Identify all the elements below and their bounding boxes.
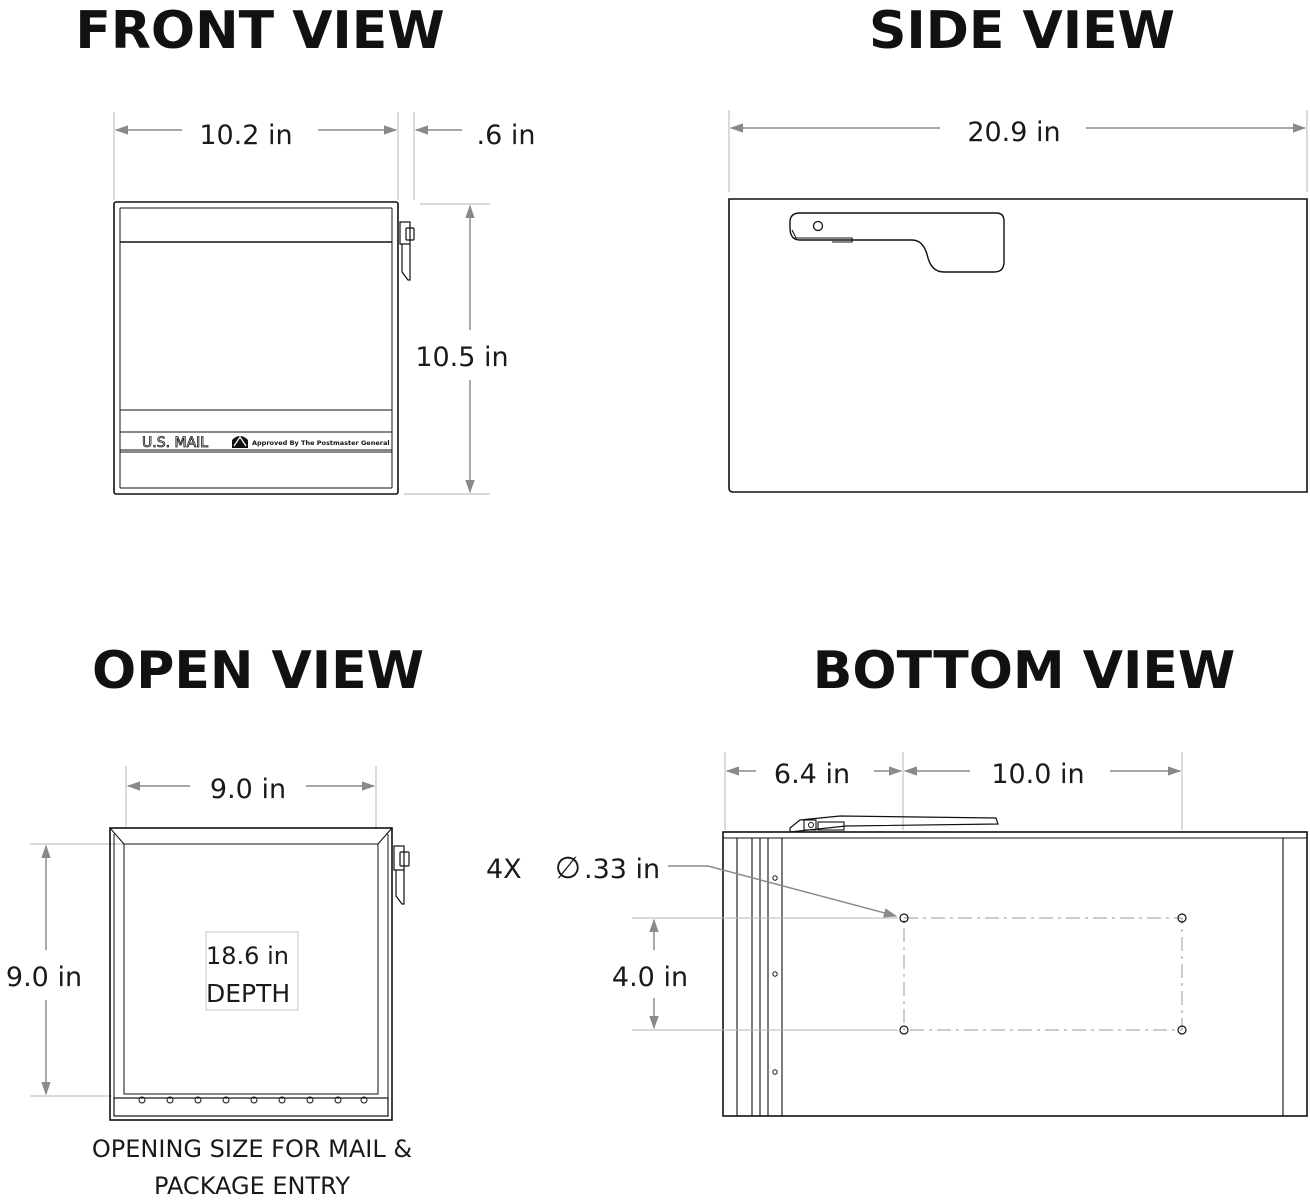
depth-word-label: DEPTH: [206, 979, 291, 1008]
side-view-title: SIDE VIEW: [868, 1, 1176, 61]
side-mailbox-body: [729, 199, 1307, 492]
side-view: [729, 1, 1307, 492]
bottom-width-label: 4.0 in: [611, 962, 689, 993]
bottom-spacing-label: 10.0 in: [991, 759, 1085, 790]
bottom-rivets: [773, 876, 777, 1074]
side-flag: [790, 213, 1004, 272]
front-view-title: FRONT VIEW: [75, 1, 445, 61]
bottom-offset-label: 6.4 in: [773, 759, 851, 790]
mounting-holes: [900, 914, 1186, 1034]
open-height-label: 9.0 in: [5, 962, 83, 993]
hole-count-label: 4X: [486, 854, 522, 885]
open-caption-line2: PACKAGE ENTRY: [154, 1172, 350, 1200]
diameter-symbol: ∅: [554, 851, 582, 886]
bottom-mailbox-body: [723, 832, 1307, 1116]
open-width-label: 9.0 in: [209, 774, 287, 805]
front-flag-label: .6 in: [476, 120, 536, 151]
open-view: [6, 641, 424, 1200]
bottom-view: [486, 641, 1307, 1116]
open-view-title: OPEN VIEW: [92, 641, 424, 701]
bottom-view-title: BOTTOM VIEW: [812, 641, 1236, 701]
hole-size-label: .33 in: [584, 854, 661, 885]
front-height-label: 10.5 in: [415, 342, 509, 373]
open-caption-line1: OPENING SIZE FOR MAIL &: [91, 1135, 413, 1163]
side-length-label: 20.9 in: [967, 117, 1061, 148]
open-flag-hardware: [394, 846, 409, 904]
hole-pattern-centerlines: [904, 918, 1182, 1030]
front-width-label: 10.2 in: [199, 120, 293, 151]
open-mailbox-frame: [110, 828, 392, 1120]
front-view: [75, 1, 535, 494]
front-plate-text: Approved By The Postmaster General: [252, 439, 390, 447]
bottom-flag: [790, 816, 998, 832]
front-flag-hardware: [400, 222, 414, 280]
depth-value-label: 18.6 in: [206, 942, 289, 970]
front-plate-brand: U.S. MAIL: [142, 435, 209, 451]
eagle-icon: [232, 436, 248, 448]
